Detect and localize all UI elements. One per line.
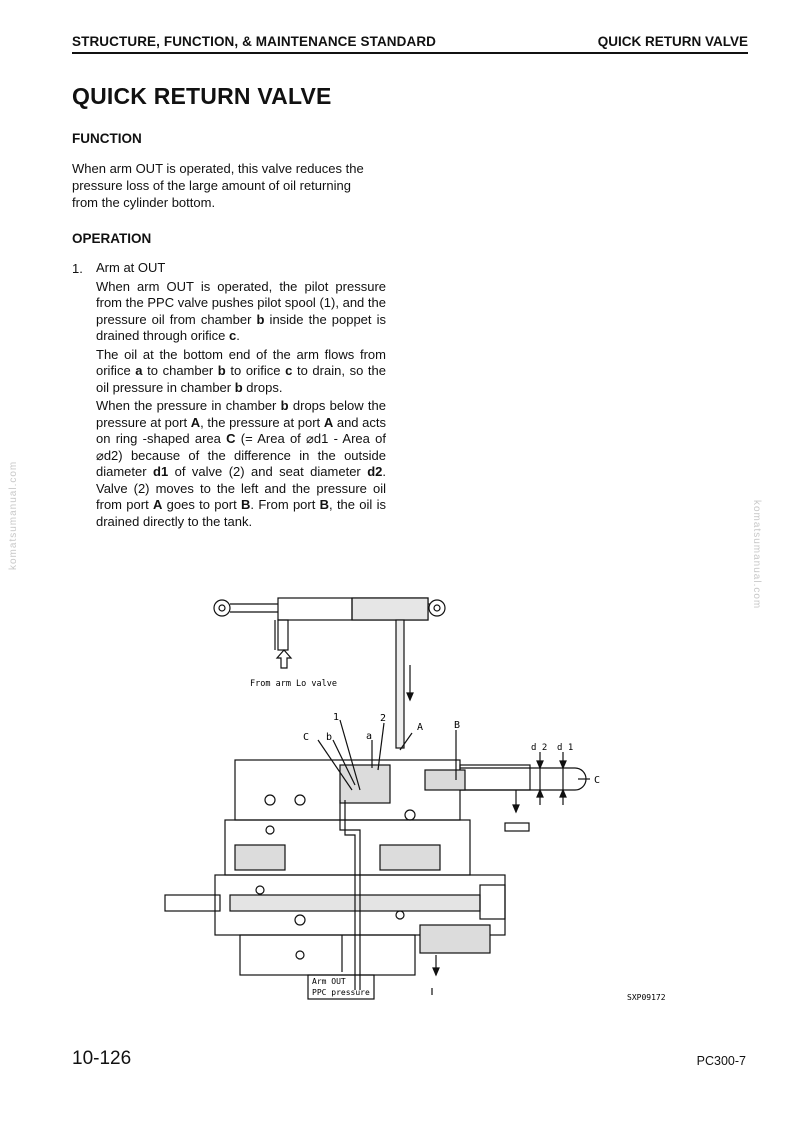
diagram-code: SXP09172 [627, 993, 666, 1002]
watermark-left: komatsumanual.com [8, 460, 19, 570]
function-text: When arm OUT is operated, this valve reduces the pressure loss of the large amount of oil returning from the cylinder bottom. [72, 161, 364, 210]
operation-item-body [96, 260, 386, 532]
operation-paragraph-3: When the pressure in chamber b drops below the pressure at port A, the pressure at port A and acts on ring -shaped area C (= Area of ⌀d1 - Area of ⌀d2) because of the difference in the outside diameter d1 of valve (2) and seat diameter d2. Valve (2) moves to the left and the pressure oil from port A goes to port B. From port B, the oil is drained directly to the tank. [96, 398, 387, 529]
header-topic-title: QUICK RETURN VALVE [597, 34, 748, 49]
callout-b: b [326, 732, 333, 743]
callout-2: 2 [380, 713, 387, 724]
quick-return-valve-diagram [200, 590, 666, 1010]
page-title: QUICK RETURN VALVE [72, 83, 332, 109]
callout-a: a [366, 731, 373, 742]
callout-port-a: A [417, 722, 424, 733]
model-number: PC300-7 [696, 1054, 746, 1068]
callout-c-area: C [303, 732, 310, 743]
callout-port-b: B [454, 720, 461, 731]
label-ppc-line-2: PPC pressure [312, 988, 370, 997]
list-item-number: 1. [72, 261, 83, 276]
label-ppc-line-1: Arm OUT [312, 977, 346, 986]
operation-paragraph-1: When arm OUT is operated, the pilot pressure from the PPC valve pushes pilot spool (1), and the pressure oil from chamber b inside the poppet is drained through orifice c. [96, 278, 386, 343]
running-header [72, 34, 748, 54]
operation-paragraph-2: The oil at the bottom end of the arm flows from orifice a to chamber b to orifice c to drain, so the oil pressure in chamber b drops. [96, 346, 386, 395]
function-heading: FUNCTION [72, 131, 142, 146]
label-from-arm: From arm Lo valve [250, 679, 337, 689]
callout-1: 1 [333, 712, 340, 723]
dimension-d1: d 1 [557, 743, 574, 753]
header-section-title: STRUCTURE, FUNCTION, & MAINTENANCE STANDARD [72, 34, 437, 49]
dimension-c: C [594, 775, 601, 786]
watermark-right: komatsumanual.com [751, 500, 762, 610]
operation-heading: OPERATION [72, 231, 152, 246]
operation-item-title: Arm at OUT [96, 260, 166, 275]
page-number: 10-126 [72, 1048, 132, 1069]
dimension-d2: d 2 [531, 743, 548, 753]
